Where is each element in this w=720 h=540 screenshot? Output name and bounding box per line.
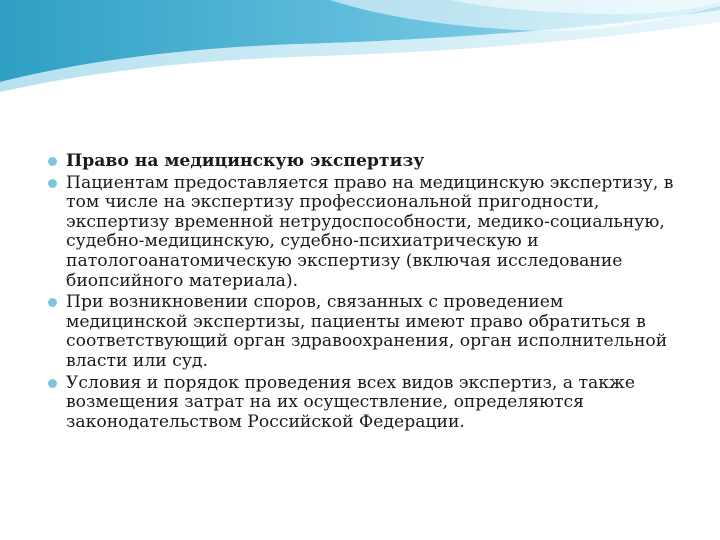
bullet-heading: Право на медицинскую экспертизу: [66, 151, 425, 171]
bullet-item: [46, 152, 686, 172]
slide-body: [46, 152, 686, 434]
bullet-item: [46, 174, 686, 292]
bullet-dot-icon: [48, 298, 57, 307]
bullet-list: [46, 152, 686, 432]
bullet-text: При возникновении споров, связанных с проведением медицинской экспертизы, пациенты имеют право обратиться в соответствующий орган здравоохранения, орган исполнительной власти или суд.: [66, 292, 668, 371]
bullet-item: [46, 374, 686, 433]
bullet-item: [46, 293, 686, 371]
header-wave-decoration: [0, 0, 720, 92]
bullet-text: Пациентам предоставляется право на медицинскую экспертизу, в том числе на экспертизу профессиональной пригодности, экспертизу временной нетрудоспособности, медико-социальную, судебно-медицинскую, судебно-психиатрическую и патологоанатомическую экспертизу (включая исследование биопсийного материала).: [66, 172, 674, 291]
bullet-dot-icon: [48, 379, 57, 388]
bullet-text: Условия и порядок проведения всех видов экспертиз, а также возмещения затрат на их осуществление, определяются законодательством Российской Федерации.: [66, 372, 635, 432]
bullet-dot-icon: [48, 157, 57, 166]
bullet-dot-icon: [48, 179, 57, 188]
